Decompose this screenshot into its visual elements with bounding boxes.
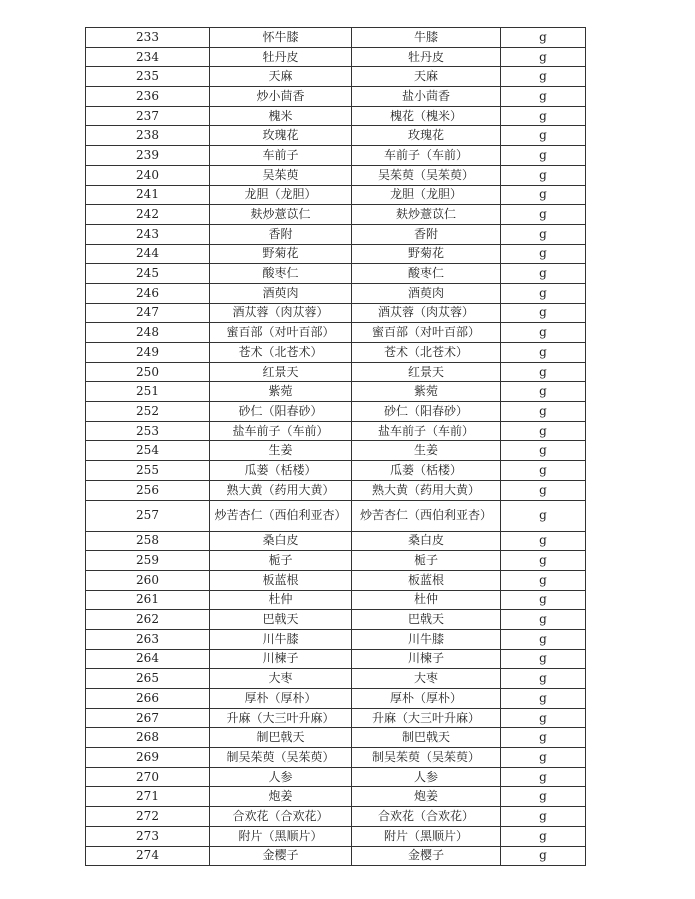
unit-cell: g [501,461,586,481]
row-number-cell: 249 [86,343,210,363]
herb-name-cell: 玫瑰花 [210,126,352,146]
standard-name-cell: 麸炒薏苡仁 [352,205,501,225]
table-row [86,748,586,768]
row-number-cell: 269 [86,748,210,768]
table-row [86,480,586,500]
standard-name-cell: 金樱子 [352,846,501,866]
unit-cell: g [501,421,586,441]
herb-name-cell: 附片（黑顺片） [210,826,352,846]
herb-name-cell: 栀子 [210,551,352,571]
standard-name-cell: 人参 [352,767,501,787]
standard-name-cell: 板蓝根 [352,570,501,590]
row-number-cell: 240 [86,165,210,185]
unit-cell: g [501,480,586,500]
table-row [86,531,586,551]
row-number-cell: 250 [86,362,210,382]
herb-name-cell: 杜仲 [210,590,352,610]
unit-cell: g [501,205,586,225]
row-number-cell: 248 [86,323,210,343]
herb-name-cell: 制巴戟天 [210,728,352,748]
row-number-cell: 273 [86,826,210,846]
standard-name-cell: 牛膝 [352,28,501,48]
unit-cell: g [501,826,586,846]
table-row [86,185,586,205]
unit-cell: g [501,649,586,669]
standard-name-cell: 酸枣仁 [352,264,501,284]
table-row [86,551,586,571]
standard-name-cell: 红景天 [352,362,501,382]
standard-name-cell: 炒苦杏仁（西伯利亚杏） [352,500,501,531]
table-row [86,669,586,689]
row-number-cell: 247 [86,303,210,323]
table-row [86,165,586,185]
herb-name-cell: 天麻 [210,67,352,87]
standard-name-cell: 瓜蒌（栝楼） [352,461,501,481]
row-number-cell: 264 [86,649,210,669]
unit-cell: g [501,165,586,185]
herb-name-cell: 桑白皮 [210,531,352,551]
row-number-cell: 256 [86,480,210,500]
row-number-cell: 243 [86,224,210,244]
table-row [86,826,586,846]
table-row [86,500,586,531]
row-number-cell: 245 [86,264,210,284]
standard-name-cell: 牡丹皮 [352,47,501,67]
unit-cell: g [501,87,586,107]
row-number-cell: 262 [86,610,210,630]
unit-cell: g [501,728,586,748]
unit-cell: g [501,590,586,610]
table-row [86,106,586,126]
herb-name-cell: 生姜 [210,441,352,461]
herb-name-cell: 合欢花（合欢花） [210,807,352,827]
herb-name-cell: 红景天 [210,362,352,382]
herb-name-cell: 炮姜 [210,787,352,807]
table-row [86,846,586,866]
herb-name-cell: 紫菀 [210,382,352,402]
table-row [86,382,586,402]
herb-name-cell: 蜜百部（对叶百部） [210,323,352,343]
row-number-cell: 272 [86,807,210,827]
standard-name-cell: 槐花（槐米） [352,106,501,126]
table-row [86,570,586,590]
standard-name-cell: 苍术（北苍术） [352,343,501,363]
herb-name-cell: 厚朴（厚朴） [210,689,352,709]
standard-name-cell: 栀子 [352,551,501,571]
unit-cell: g [501,708,586,728]
table-row [86,402,586,422]
table-row [86,47,586,67]
herb-name-cell: 巴戟天 [210,610,352,630]
row-number-cell: 251 [86,382,210,402]
row-number-cell: 233 [86,28,210,48]
table-row [86,787,586,807]
herb-name-cell: 炒苦杏仁（西伯利亚杏） [210,500,352,531]
row-number-cell: 259 [86,551,210,571]
table-row [86,421,586,441]
row-number-cell: 258 [86,531,210,551]
herb-name-cell: 麸炒薏苡仁 [210,205,352,225]
unit-cell: g [501,382,586,402]
unit-cell: g [501,629,586,649]
table-row [86,708,586,728]
unit-cell: g [501,669,586,689]
herb-name-cell: 野菊花 [210,244,352,264]
unit-cell: g [501,402,586,422]
row-number-cell: 268 [86,728,210,748]
herb-name-cell: 吴茱萸 [210,165,352,185]
row-number-cell: 237 [86,106,210,126]
table-row [86,728,586,748]
herb-name-cell: 怀牛膝 [210,28,352,48]
row-number-cell: 270 [86,767,210,787]
unit-cell: g [501,787,586,807]
standard-name-cell: 蜜百部（对叶百部） [352,323,501,343]
herb-name-cell: 龙胆（龙胆） [210,185,352,205]
row-number-cell: 265 [86,669,210,689]
standard-name-cell: 车前子（车前） [352,146,501,166]
herb-name-cell: 牡丹皮 [210,47,352,67]
standard-name-cell: 川牛膝 [352,629,501,649]
standard-name-cell: 盐小茴香 [352,87,501,107]
unit-cell: g [501,767,586,787]
herb-name-cell: 酸枣仁 [210,264,352,284]
table-row [86,767,586,787]
table-row [86,649,586,669]
herb-name-cell: 升麻（大三叶升麻） [210,708,352,728]
standard-name-cell: 制巴戟天 [352,728,501,748]
row-number-cell: 244 [86,244,210,264]
row-number-cell: 234 [86,47,210,67]
table-row [86,87,586,107]
table-row [86,689,586,709]
standard-name-cell: 杜仲 [352,590,501,610]
table-row [86,205,586,225]
unit-cell: g [501,570,586,590]
standard-name-cell: 合欢花（合欢花） [352,807,501,827]
standard-name-cell: 厚朴（厚朴） [352,689,501,709]
row-number-cell: 260 [86,570,210,590]
unit-cell: g [501,47,586,67]
table-row [86,323,586,343]
unit-cell: g [501,441,586,461]
row-number-cell: 266 [86,689,210,709]
unit-cell: g [501,283,586,303]
row-number-cell: 271 [86,787,210,807]
table-row [86,343,586,363]
herb-name-cell: 川楝子 [210,649,352,669]
standard-name-cell: 附片（黑顺片） [352,826,501,846]
herb-name-cell: 槐米 [210,106,352,126]
standard-name-cell: 生姜 [352,441,501,461]
herb-name-cell: 瓜蒌（栝楼） [210,461,352,481]
standard-name-cell: 吴茱萸（吴茱萸） [352,165,501,185]
standard-name-cell: 升麻（大三叶升麻） [352,708,501,728]
herb-name-cell: 制吴茱萸（吴茱萸） [210,748,352,768]
table-row [86,264,586,284]
standard-name-cell: 制吴茱萸（吴茱萸） [352,748,501,768]
standard-name-cell: 酒苁蓉（肉苁蓉） [352,303,501,323]
standard-name-cell: 酒萸肉 [352,283,501,303]
standard-name-cell: 川楝子 [352,649,501,669]
table-row [86,303,586,323]
herb-name-cell: 酒苁蓉（肉苁蓉） [210,303,352,323]
herb-table-body [86,28,586,866]
standard-name-cell: 炮姜 [352,787,501,807]
unit-cell: g [501,846,586,866]
row-number-cell: 252 [86,402,210,422]
standard-name-cell: 龙胆（龙胆） [352,185,501,205]
standard-name-cell: 砂仁（阳春砂） [352,402,501,422]
row-number-cell: 263 [86,629,210,649]
table-row [86,441,586,461]
row-number-cell: 255 [86,461,210,481]
unit-cell: g [501,126,586,146]
unit-cell: g [501,303,586,323]
unit-cell: g [501,146,586,166]
unit-cell: g [501,67,586,87]
unit-cell: g [501,551,586,571]
standard-name-cell: 玫瑰花 [352,126,501,146]
herb-name-cell: 砂仁（阳春砂） [210,402,352,422]
table-row [86,146,586,166]
row-number-cell: 238 [86,126,210,146]
unit-cell: g [501,28,586,48]
standard-name-cell: 大枣 [352,669,501,689]
table-row [86,224,586,244]
unit-cell: g [501,689,586,709]
unit-cell: g [501,185,586,205]
row-number-cell: 239 [86,146,210,166]
unit-cell: g [501,610,586,630]
table-row [86,461,586,481]
row-number-cell: 241 [86,185,210,205]
unit-cell: g [501,531,586,551]
standard-name-cell: 香附 [352,224,501,244]
unit-cell: g [501,224,586,244]
row-number-cell: 267 [86,708,210,728]
herb-name-cell: 川牛膝 [210,629,352,649]
row-number-cell: 235 [86,67,210,87]
herb-name-cell: 人参 [210,767,352,787]
standard-name-cell: 野菊花 [352,244,501,264]
table-row [86,362,586,382]
standard-name-cell: 天麻 [352,67,501,87]
table-row [86,610,586,630]
herb-name-cell: 大枣 [210,669,352,689]
unit-cell: g [501,323,586,343]
unit-cell: g [501,362,586,382]
table-row [86,244,586,264]
unit-cell: g [501,264,586,284]
row-number-cell: 236 [86,87,210,107]
herb-name-cell: 熟大黄（药用大黄） [210,480,352,500]
unit-cell: g [501,807,586,827]
row-number-cell: 254 [86,441,210,461]
herb-table [85,27,586,866]
table-row [86,67,586,87]
unit-cell: g [501,343,586,363]
standard-name-cell: 桑白皮 [352,531,501,551]
standard-name-cell: 熟大黄（药用大黄） [352,480,501,500]
row-number-cell: 242 [86,205,210,225]
row-number-cell: 246 [86,283,210,303]
unit-cell: g [501,500,586,531]
row-number-cell: 253 [86,421,210,441]
table-row [86,283,586,303]
unit-cell: g [501,106,586,126]
standard-name-cell: 盐车前子（车前） [352,421,501,441]
table-row [86,28,586,48]
herb-name-cell: 板蓝根 [210,570,352,590]
row-number-cell: 274 [86,846,210,866]
herb-name-cell: 金樱子 [210,846,352,866]
herb-name-cell: 盐车前子（车前） [210,421,352,441]
unit-cell: g [501,748,586,768]
standard-name-cell: 巴戟天 [352,610,501,630]
table-row [86,629,586,649]
herb-name-cell: 苍术（北苍术） [210,343,352,363]
row-number-cell: 261 [86,590,210,610]
herb-name-cell: 香附 [210,224,352,244]
unit-cell: g [501,244,586,264]
herb-name-cell: 酒萸肉 [210,283,352,303]
table-row [86,126,586,146]
herb-name-cell: 炒小茴香 [210,87,352,107]
standard-name-cell: 紫菀 [352,382,501,402]
row-number-cell: 257 [86,500,210,531]
herb-name-cell: 车前子 [210,146,352,166]
table-row [86,590,586,610]
table-row [86,807,586,827]
